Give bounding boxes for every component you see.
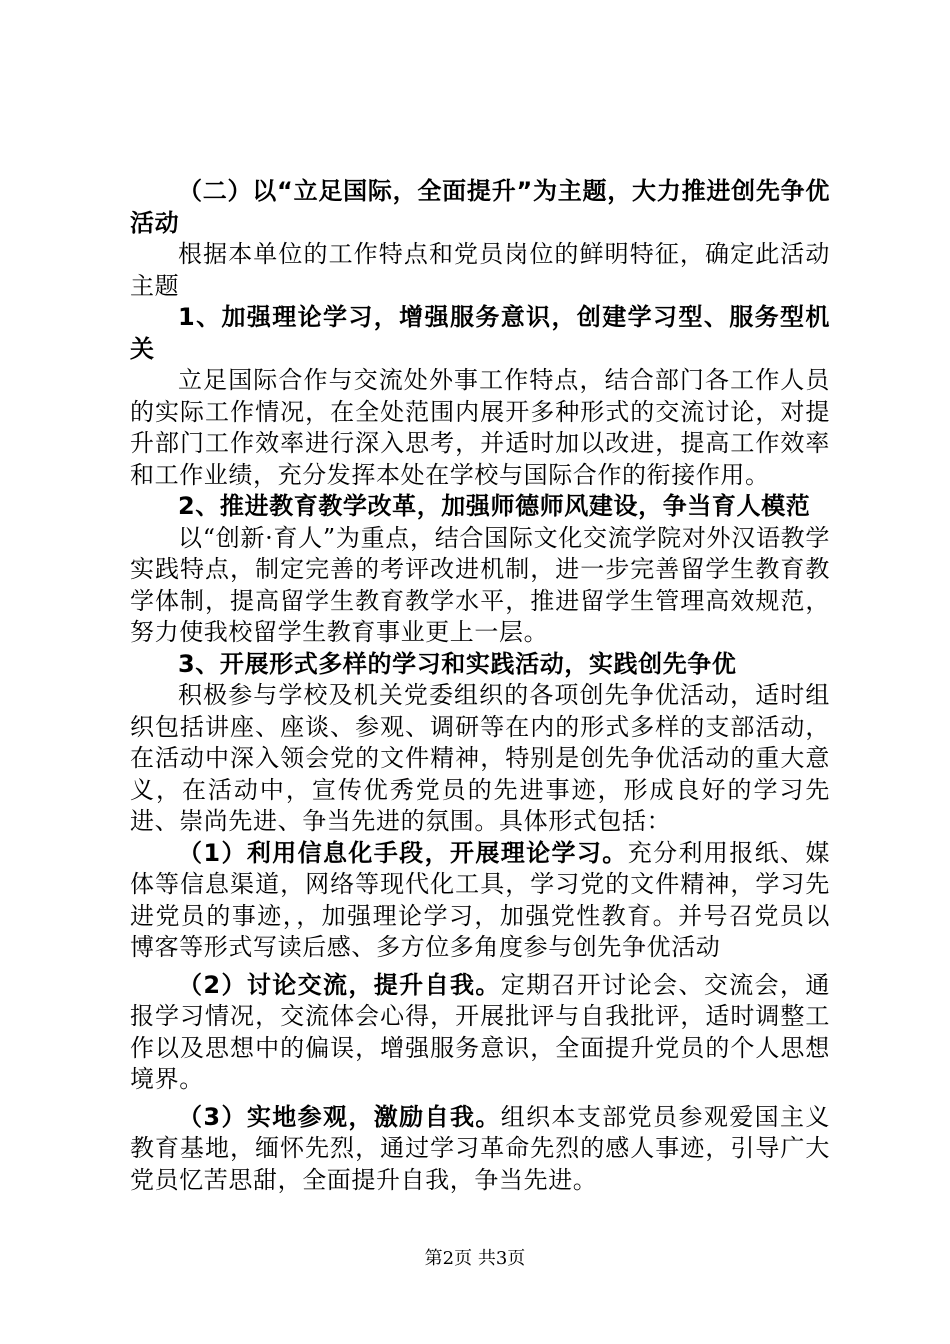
item3-paragraph: 积极参与学校及机关党委组织的各项创先争优活动，适时组织包括讲座、座谈、参观、调研等在内的形式多样的支部活动，在活动中深入领会党的文件精神，特别是创先争优活动的重大意义，在活动中，宣传优秀党员的先进事迹，形成良好的学习先进、崇尚先进、争当先进的氛围。具体形式包括： [130,681,830,835]
sub1-lead: （1）利用信息化手段，开展理论学习。 [178,838,628,867]
item2-paragraph: 以“创新·育人”为重点，结合国际文化交流学院对外汉语教学实践特点，制定完善的考评改进机制，进一步完善留学生教育教学体制，提高留学生教育教学水平，推进留学生管理高效规范，努力使我校留学生教育事业更上一层。 [130,523,830,646]
section-heading: （二）以“立足国际，全面提升”为主题，大力推进创先争优活动 [130,177,830,237]
sub3-body: 组织本支部党员参观爱国主义教育基地，缅怀先烈，通过学习革命先烈的感人事迹，引导广大党员忆苦思甜，全面提升自我，争当先进。 [130,1102,830,1194]
sub2-lead: （2）讨论交流，提升自我。 [178,970,501,999]
sub3-lead: （3）实地参观，激励自我。 [178,1102,501,1131]
document-body [130,176,830,1196]
item1-heading: 1、加强理论学习，增强服务意识，创建学习型、服务型机关 [130,303,830,363]
item1-paragraph: 立足国际合作与交流处外事工作特点，结合部门各工作人员的实际工作情况，在全处范围内展开多种形式的交流讨论，对提升部门工作效率进行深入思考，并适时加以改进，提高工作效率和工作业绩，充分发挥本处在学校与国际合作的衔接作用。 [130,366,830,489]
page-footer: 第2页 共3页 [424,1248,526,1269]
intro-paragraph: 根据本单位的工作特点和党员岗位的鲜明特征，确定此活动主题 [130,240,830,300]
sub1-paragraph [130,838,830,964]
item2-heading: 2、推进教育教学改革，加强师德师风建设，争当育人模范 [178,492,811,520]
sub2-body: 定期召开讨论会、交流会，通报学习情况，交流体会心得，开展批评与自我批评，适时调整工作以及思想中的偏误，增强服务意识，全面提升党员的个人思想境界。 [130,970,830,1093]
sub1-body: 充分利用报纸、媒体等信息渠道，网络等现代化工具，学习党的文件精神，学习先进党员的事迹，，加强理论学习，加强党性教育。并号召党员以博客等形式写读后感、多方位多角度参与创先争优活动 [130,838,830,961]
item3-heading: 3、开展形式多样的学习和实践活动，实践创先争优 [178,649,737,678]
sub3-paragraph [130,1102,830,1197]
sub2-paragraph [130,970,830,1096]
